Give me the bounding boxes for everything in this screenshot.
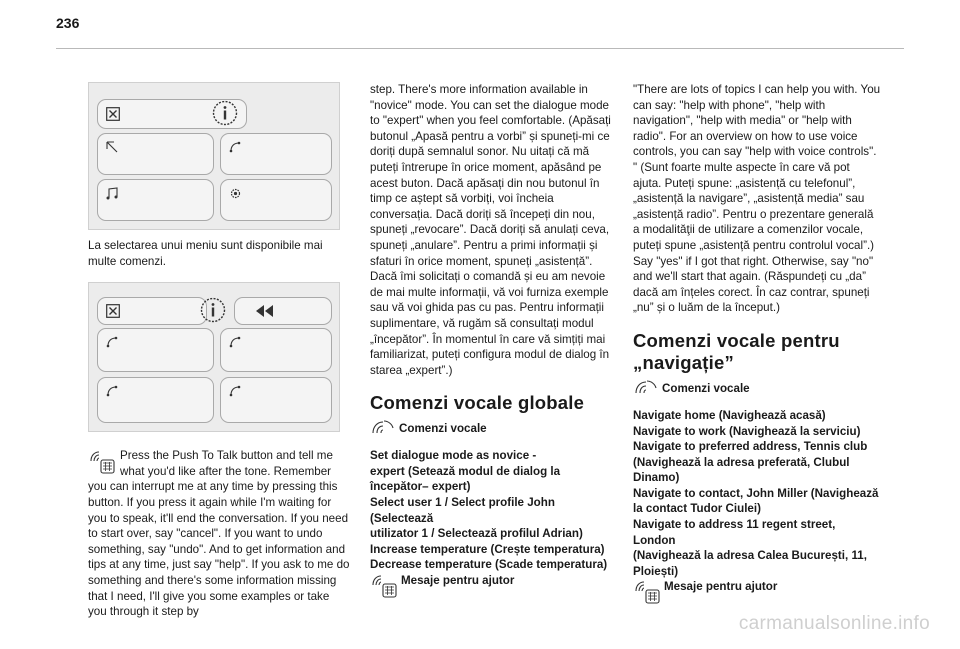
help-messages-label: Mesaje pentru ajutor	[664, 580, 778, 594]
close-box-icon	[106, 107, 120, 121]
voice-commands-label: Comenzi vocale	[399, 422, 487, 436]
command-line: Dinamo)	[633, 471, 680, 485]
push-to-talk-icon	[370, 573, 398, 599]
voice-command-icon	[633, 378, 659, 400]
command-line: Navigate to work (Navighează la serviciu)	[633, 424, 861, 438]
command-line: Navigate to contact, John Miller (Navighează	[633, 486, 879, 500]
phone-icon	[106, 385, 118, 397]
dialogue-continuation-text: step. There's more information available in "novice" mode. You can set the dialogue mode to "expert" when you feel comfortable. (Apăsați butonul „Apasă pentru a vorbi” și spuneți-mi ce doriți după semnalul sonor. Nu uitați că mă puteți întrerupe în orice moment, apăsând pe acest buton. Dacă apăsați din nou butonul în timp ce aștept să vorbiți, voi încheia conversația. Dacă doriți să începeți din nou, spuneți „revocare”. Dacă doriți să anulați ceva, spuneți „anulare”. Pentru a primi informații și sfaturi în orice moment, spuneți „asistență”. Dacă îmi solicitați o comandă și eu am nevoie de mai multe informații, vă voi furniza exemple sau vă voi ghida pas cu pas. Pentru informații suplimentare, vă rugăm să consultați modul „începător”. În momentul în care vă simțiți mai familiarizat, puteți configura modul de dialog în starea „expert”.)	[370, 83, 611, 377]
command-line: Ploiești)	[633, 564, 679, 578]
command-line: Decrease temperature (Scade temperatura)	[370, 558, 608, 572]
command-line: Navigate home (Navighează acasă)	[633, 408, 826, 422]
column-3	[633, 82, 881, 613]
back-tile	[234, 297, 332, 325]
help-topics-text: "There are lots of topics I can help you with. You can say: "help with phone", "help with navigation", "help with media" or "help with radio". For an overview on how to use voice controls, you can say "help with voice controls". " (Sunt foarte multe aspecte în care vă pot ajuta. Puteți spune: „asistență cu telefonul”, „asistență la navigare”, „asistență media” sau „asistență radio”. Pentru o prezentare generală a modalităţii de utilizare a comenzilor vocale, puteți spune „asistență pentru controlul vocal”.)	[633, 83, 881, 252]
navigation-commands-list	[633, 408, 881, 580]
menu-tile-1	[97, 328, 214, 372]
command-line: Navigate to preferred address, Tennis club	[633, 440, 868, 454]
music-icon	[106, 187, 119, 200]
command-line: Set dialogue mode as novice -	[370, 449, 537, 463]
push-to-talk-section	[88, 448, 350, 620]
voice-commands-subhead	[633, 378, 881, 400]
global-commands-list	[370, 448, 612, 573]
column-2	[370, 82, 612, 607]
top-divider	[56, 48, 904, 49]
section-heading-navigation	[633, 330, 881, 374]
phone-icon	[229, 336, 241, 348]
help-messages-subhead	[370, 573, 612, 599]
command-line: la contact Tudor Ciulei)	[633, 502, 761, 516]
phone-icon	[229, 385, 241, 397]
push-to-talk-icon	[88, 449, 116, 475]
navigation-heading-line-2: „navigație”	[633, 351, 734, 373]
info-circle-icon	[212, 100, 238, 126]
command-line: începător– expert)	[370, 480, 471, 494]
column-1	[88, 82, 350, 620]
section-heading-global-commands: Comenzi vocale globale	[370, 392, 585, 414]
page-number: 236	[56, 15, 80, 31]
menu-tile-3	[97, 377, 214, 423]
menu-tile-phone	[220, 133, 332, 175]
menu-tile-music	[97, 179, 214, 221]
voice-command-icon	[370, 418, 396, 440]
help-messages-subhead	[633, 579, 881, 605]
figure-caption: La selectarea unui meniu sunt disponibile mai multe comenzi.	[88, 239, 323, 268]
command-line: expert (Setează modul de dialog la	[370, 464, 561, 478]
confirmation-text: Say "yes" if I got that right. Otherwise, say "no" and we'll start that again. (Răspundeți cu „da” dacă am înțeles corect. În caz contrar, spuneți „nu” și o luăm de la început.)	[633, 254, 874, 315]
phone-icon	[106, 336, 118, 348]
close-tile	[97, 297, 207, 325]
menu-tile-2	[220, 328, 332, 372]
push-to-talk-icon	[633, 579, 661, 605]
voice-commands-label: Comenzi vocale	[662, 381, 750, 395]
menu-tile-settings	[220, 179, 332, 221]
gear-icon	[229, 187, 242, 200]
close-box-icon	[106, 304, 120, 318]
menu-screen-figure-2	[88, 282, 340, 432]
phone-icon	[229, 141, 241, 153]
menu-screen-figure-1	[88, 82, 340, 230]
command-line: Increase temperature (Crește temperatura)	[370, 542, 605, 556]
command-line: (Navighează la adresa Calea București, 11,	[633, 549, 867, 563]
rewind-icon	[255, 304, 275, 318]
push-to-talk-text: Press the Push To Talk button and tell me what you'd like after the tone. Remember you can interrupt me at any time by pressing this button. If you press it again while I'm waiting for you to speak, it'll end the conversation. If you need to start over, say "cancel". If you want to undo something, say "undo". And to get information and tips at any time, just say "help". If you ask to me do something and there's some information missing that I need, I'll give you some examples or take you through it step by	[88, 449, 350, 619]
menu-tile-media	[97, 133, 214, 175]
watermark: carmanualsonline.info	[738, 613, 930, 634]
command-line: (Navighează la adresa preferată, Clubul	[633, 455, 850, 469]
menu-tile-4	[220, 377, 332, 423]
navigation-heading-line-1: Comenzi vocale pentru	[633, 329, 840, 351]
help-messages-label: Mesaje pentru ajutor	[401, 574, 515, 588]
cursor-icon	[106, 141, 120, 153]
command-line: Select user 1 / Select profile John (Selectează	[370, 496, 555, 525]
command-line: Navigate to address 11 regent street, London	[633, 518, 836, 547]
voice-commands-subhead	[370, 418, 612, 440]
command-line: utilizator 1 / Selectează profilul Adrian)	[370, 527, 583, 541]
info-circle-icon	[200, 297, 226, 323]
